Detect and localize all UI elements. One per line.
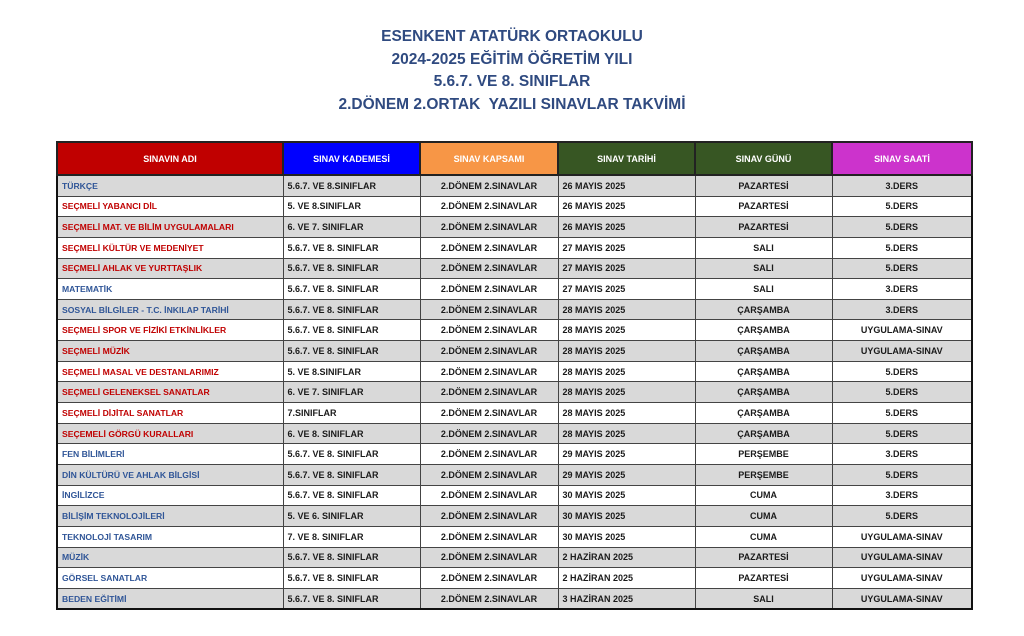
table-row	[57, 341, 972, 362]
table-row	[57, 444, 972, 465]
exam-day-cell: PAZARTESİ	[695, 217, 832, 238]
exam-scope-cell: 2.DÖNEM 2.SINAVLAR	[420, 464, 558, 485]
table-row	[57, 403, 972, 424]
school-name: ESENKENT ATATÜRK ORTAOKULU	[381, 28, 643, 45]
column-header-exam-level: SINAV KADEMESİ	[283, 142, 420, 175]
exam-time-cell: 5.DERS	[832, 196, 972, 217]
exam-scope-cell: 2.DÖNEM 2.SINAVLAR	[420, 588, 558, 609]
exam-name-cell: SEÇMELİ MASAL VE DESTANLARIMIZ	[57, 361, 283, 382]
exam-name-cell: SEÇMELİ KÜLTÜR VE MEDENİYET	[57, 237, 283, 258]
table-row	[57, 196, 972, 217]
grade-levels: 5.6.7. VE 8. SINIFLAR	[433, 73, 591, 90]
exam-time-cell: UYGULAMA-SINAV	[832, 526, 972, 547]
table-row	[57, 217, 972, 238]
exam-scope-cell: 2.DÖNEM 2.SINAVLAR	[420, 196, 558, 217]
exam-level-cell: 5.6.7. VE 8. SINIFLAR	[283, 237, 420, 258]
exam-date-cell: 28 MAYIS 2025	[558, 382, 695, 403]
exam-level-cell: 5. VE 8.SINIFLAR	[283, 196, 420, 217]
exam-scope-cell: 2.DÖNEM 2.SINAVLAR	[420, 299, 558, 320]
exam-scope-cell: 2.DÖNEM 2.SINAVLAR	[420, 361, 558, 382]
exam-day-cell: PERŞEMBE	[695, 464, 832, 485]
exam-date-cell: 2 HAZİRAN 2025	[558, 568, 695, 589]
exam-date-cell: 27 MAYIS 2025	[558, 237, 695, 258]
exam-level-cell: 5.6.7. VE 8. SINIFLAR	[283, 588, 420, 609]
exam-day-cell: ÇARŞAMBA	[695, 423, 832, 444]
exam-date-cell: 28 MAYIS 2025	[558, 423, 695, 444]
exam-day-cell: CUMA	[695, 506, 832, 527]
table-row	[57, 485, 972, 506]
exam-date-cell: 30 MAYIS 2025	[558, 485, 695, 506]
exam-scope-cell: 2.DÖNEM 2.SINAVLAR	[420, 568, 558, 589]
exam-level-cell: 6. VE 7. SINIFLAR	[283, 382, 420, 403]
exam-date-cell: 28 MAYIS 2025	[558, 320, 695, 341]
exam-scope-cell: 2.DÖNEM 2.SINAVLAR	[420, 279, 558, 300]
exam-time-cell: 5.DERS	[832, 258, 972, 279]
exam-name-cell: BİLİŞİM TEKNOLOJİLERİ	[57, 506, 283, 527]
exam-day-cell: CUMA	[695, 526, 832, 547]
exam-time-cell: 5.DERS	[832, 361, 972, 382]
exam-day-cell: SALI	[695, 237, 832, 258]
exam-day-cell: PAZARTESİ	[695, 196, 832, 217]
exam-level-cell: 5.6.7. VE 8.SINIFLAR	[283, 175, 420, 196]
exam-date-cell: 30 MAYIS 2025	[558, 506, 695, 527]
exam-level-cell: 5.6.7. VE 8. SINIFLAR	[283, 568, 420, 589]
exam-scope-cell: 2.DÖNEM 2.SINAVLAR	[420, 237, 558, 258]
exam-time-cell: UYGULAMA-SINAV	[832, 588, 972, 609]
exam-date-cell: 2 HAZİRAN 2025	[558, 547, 695, 568]
exam-name-cell: DİN KÜLTÜRÜ VE AHLAK BİLGİSİ	[57, 464, 283, 485]
exam-name-cell: SEÇMELİ YABANCI DİL	[57, 196, 283, 217]
table-row	[57, 568, 972, 589]
exam-name-cell: TEKNOLOJİ TASARIM	[57, 526, 283, 547]
exam-time-cell: 3.DERS	[832, 444, 972, 465]
exam-scope-cell: 2.DÖNEM 2.SINAVLAR	[420, 485, 558, 506]
exam-time-cell: 5.DERS	[832, 237, 972, 258]
column-header-exam-scope: SINAV KAPSAMI	[420, 142, 558, 175]
exam-scope-cell: 2.DÖNEM 2.SINAVLAR	[420, 526, 558, 547]
exam-name-cell: SOSYAL BİLGİLER - T.C. İNKILAP TARİHİ	[57, 299, 283, 320]
exam-day-cell: ÇARŞAMBA	[695, 382, 832, 403]
exam-scope-cell: 2.DÖNEM 2.SINAVLAR	[420, 258, 558, 279]
table-row	[57, 464, 972, 485]
exam-level-cell: 5.6.7. VE 8. SINIFLAR	[283, 320, 420, 341]
exam-time-cell: UYGULAMA-SINAV	[832, 547, 972, 568]
exam-date-cell: 28 MAYIS 2025	[558, 361, 695, 382]
exam-time-cell: 5.DERS	[832, 382, 972, 403]
table-row	[57, 299, 972, 320]
exam-level-cell: 5. VE 8.SINIFLAR	[283, 361, 420, 382]
table-row	[57, 382, 972, 403]
academic-year: 2024-2025 EĞİTİM ÖĞRETİM YILI	[391, 50, 633, 68]
table-row	[57, 588, 972, 609]
exam-name-cell: SEÇMELİ AHLAK VE YURTTAŞLIK	[57, 258, 283, 279]
exam-name-cell: SEÇMELİ MAT. VE BİLİM UYGULAMALARI	[57, 217, 283, 238]
exam-level-cell: 5.6.7. VE 8. SINIFLAR	[283, 279, 420, 300]
exam-level-cell: 5.6.7. VE 8. SINIFLAR	[283, 485, 420, 506]
exam-time-cell: 5.DERS	[832, 217, 972, 238]
document-header	[0, 26, 1024, 116]
exam-scope-cell: 2.DÖNEM 2.SINAVLAR	[420, 547, 558, 568]
exam-day-cell: SALI	[695, 258, 832, 279]
exam-scope-cell: 2.DÖNEM 2.SINAVLAR	[420, 175, 558, 196]
schedule-title: 2.DÖNEM 2.ORTAK YAZILI SINAVLAR TAKVİMİ	[338, 95, 686, 113]
exam-day-cell: PAZARTESİ	[695, 568, 832, 589]
exam-day-cell: ÇARŞAMBA	[695, 403, 832, 424]
column-header-exam-name: SINAVIN ADI	[57, 142, 283, 175]
exam-scope-cell: 2.DÖNEM 2.SINAVLAR	[420, 320, 558, 341]
column-header-exam-day: SINAV GÜNÜ	[695, 142, 832, 175]
exam-day-cell: CUMA	[695, 485, 832, 506]
exam-level-cell: 6. VE 8. SINIFLAR	[283, 423, 420, 444]
exam-name-cell: SEÇMELİ DİJİTAL SANATLAR	[57, 403, 283, 424]
table-row	[57, 526, 972, 547]
exam-time-cell: 3.DERS	[832, 485, 972, 506]
exam-time-cell: UYGULAMA-SINAV	[832, 320, 972, 341]
exam-name-cell: MÜZİK	[57, 547, 283, 568]
exam-name-cell: İNGİLİZCE	[57, 485, 283, 506]
column-header-exam-time: SINAV SAATİ	[832, 142, 972, 175]
exam-time-cell: 3.DERS	[832, 299, 972, 320]
exam-date-cell: 29 MAYIS 2025	[558, 444, 695, 465]
table-row	[57, 279, 972, 300]
exam-day-cell: ÇARŞAMBA	[695, 299, 832, 320]
exam-date-cell: 26 MAYIS 2025	[558, 217, 695, 238]
exam-level-cell: 5.6.7. VE 8. SINIFLAR	[283, 299, 420, 320]
exam-name-cell: GÖRSEL SANATLAR	[57, 568, 283, 589]
exam-level-cell: 5. VE 6. SINIFLAR	[283, 506, 420, 527]
exam-name-cell: MATEMATİK	[57, 279, 283, 300]
exam-level-cell: 7. VE 8. SINIFLAR	[283, 526, 420, 547]
exam-scope-cell: 2.DÖNEM 2.SINAVLAR	[420, 444, 558, 465]
exam-date-cell: 27 MAYIS 2025	[558, 279, 695, 300]
exam-day-cell: PAZARTESİ	[695, 175, 832, 196]
exam-scope-cell: 2.DÖNEM 2.SINAVLAR	[420, 382, 558, 403]
table-row	[57, 547, 972, 568]
exam-name-cell: SEÇMELİ MÜZİK	[57, 341, 283, 362]
exam-scope-cell: 2.DÖNEM 2.SINAVLAR	[420, 506, 558, 527]
exam-day-cell: ÇARŞAMBA	[695, 361, 832, 382]
exam-time-cell: UYGULAMA-SINAV	[832, 568, 972, 589]
exam-time-cell: 5.DERS	[832, 423, 972, 444]
column-header-exam-date: SINAV TARİHİ	[558, 142, 695, 175]
table-row	[57, 423, 972, 444]
exam-time-cell: 5.DERS	[832, 403, 972, 424]
exam-time-cell: 3.DERS	[832, 279, 972, 300]
exam-scope-cell: 2.DÖNEM 2.SINAVLAR	[420, 217, 558, 238]
exam-level-cell: 5.6.7. VE 8. SINIFLAR	[283, 258, 420, 279]
exam-level-cell: 6. VE 7. SINIFLAR	[283, 217, 420, 238]
exam-day-cell: PAZARTESİ	[695, 547, 832, 568]
exam-level-cell: 5.6.7. VE 8. SINIFLAR	[283, 341, 420, 362]
exam-name-cell: SEÇMELİ SPOR VE FİZİKİ ETKİNLİKLER	[57, 320, 283, 341]
exam-date-cell: 28 MAYIS 2025	[558, 299, 695, 320]
exam-date-cell: 27 MAYIS 2025	[558, 258, 695, 279]
table-row	[57, 237, 972, 258]
exam-date-cell: 28 MAYIS 2025	[558, 341, 695, 362]
exam-date-cell: 3 HAZİRAN 2025	[558, 588, 695, 609]
exam-level-cell: 7.SINIFLAR	[283, 403, 420, 424]
exam-scope-cell: 2.DÖNEM 2.SINAVLAR	[420, 403, 558, 424]
exam-day-cell: SALI	[695, 279, 832, 300]
exam-name-cell: FEN BİLİMLERİ	[57, 444, 283, 465]
exam-level-cell: 5.6.7. VE 8. SINIFLAR	[283, 547, 420, 568]
table-header-row	[57, 142, 972, 175]
exam-time-cell: UYGULAMA-SINAV	[832, 341, 972, 362]
table-row	[57, 320, 972, 341]
exam-date-cell: 26 MAYIS 2025	[558, 196, 695, 217]
exam-time-cell: 5.DERS	[832, 506, 972, 527]
exam-name-cell: SEÇEMELİ GÖRGÜ KURALLARI	[57, 423, 283, 444]
exam-day-cell: SALI	[695, 588, 832, 609]
exam-day-cell: ÇARŞAMBA	[695, 320, 832, 341]
table-row	[57, 258, 972, 279]
exam-day-cell: PERŞEMBE	[695, 444, 832, 465]
table-row	[57, 361, 972, 382]
exam-day-cell: ÇARŞAMBA	[695, 341, 832, 362]
table-row	[57, 175, 972, 196]
exam-schedule-table	[56, 141, 973, 610]
exam-level-cell: 5.6.7. VE 8. SINIFLAR	[283, 444, 420, 465]
exam-date-cell: 26 MAYIS 2025	[558, 175, 695, 196]
exam-time-cell: 5.DERS	[832, 464, 972, 485]
exam-level-cell: 5.6.7. VE 8. SINIFLAR	[283, 464, 420, 485]
exam-name-cell: TÜRKÇE	[57, 175, 283, 196]
exam-date-cell: 29 MAYIS 2025	[558, 464, 695, 485]
exam-scope-cell: 2.DÖNEM 2.SINAVLAR	[420, 341, 558, 362]
exam-name-cell: SEÇMELİ GELENEKSEL SANATLAR	[57, 382, 283, 403]
exam-time-cell: 3.DERS	[832, 175, 972, 196]
exam-name-cell: BEDEN EĞİTİMİ	[57, 588, 283, 609]
exam-scope-cell: 2.DÖNEM 2.SINAVLAR	[420, 423, 558, 444]
exam-date-cell: 28 MAYIS 2025	[558, 403, 695, 424]
exam-date-cell: 30 MAYIS 2025	[558, 526, 695, 547]
table-row	[57, 506, 972, 527]
